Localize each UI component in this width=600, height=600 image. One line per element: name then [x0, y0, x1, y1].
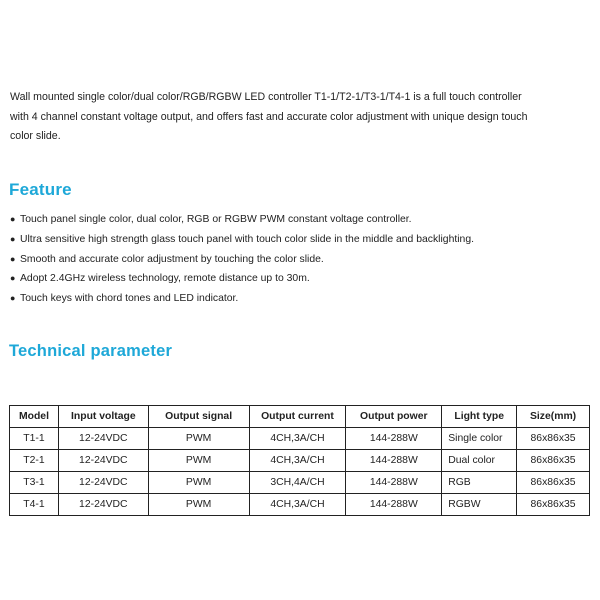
cell-output-signal: PWM [148, 494, 249, 516]
table-header-row [10, 406, 590, 428]
column-header-size: Size(mm) [517, 406, 590, 428]
cell-input-voltage: 12-24VDC [58, 494, 148, 516]
cell-size: 86x86x35 [517, 428, 590, 450]
column-header-output-signal: Output signal [148, 406, 249, 428]
cell-model: T3-1 [10, 472, 59, 494]
feature-item-text: Smooth and accurate color adjustment by touching the color slide. [20, 253, 324, 265]
table-row [10, 494, 590, 516]
column-header-input-voltage: Input voltage [58, 406, 148, 428]
cell-output-signal: PWM [148, 428, 249, 450]
bullet-icon: ● [10, 214, 16, 224]
column-header-output-current: Output current [249, 406, 346, 428]
cell-output-power: 144-288W [346, 472, 442, 494]
cell-light-type: Single color [442, 428, 517, 450]
cell-model: T1-1 [10, 428, 59, 450]
feature-item [10, 230, 474, 250]
cell-output-power: 144-288W [346, 428, 442, 450]
bullet-icon: ● [10, 233, 16, 244]
bullet-icon: ● [10, 293, 16, 304]
cell-input-voltage: 12-24VDC [58, 472, 148, 494]
technical-heading: Technical parameter [9, 342, 173, 360]
intro-paragraph [10, 88, 595, 147]
feature-item [10, 269, 474, 289]
table-row [10, 472, 590, 494]
cell-output-signal: PWM [148, 450, 249, 472]
feature-heading: Feature [9, 180, 72, 199]
intro-line: Wall mounted single color/dual color/RGB/RGBW LED controller T1-1/T2-1/T3-1/T4-1 is a full touch controller [10, 91, 522, 103]
feature-item [10, 289, 474, 309]
technical-parameter-table [9, 405, 590, 516]
table-row [10, 428, 590, 450]
column-header-model: Model [10, 406, 59, 428]
cell-light-type: RGBW [442, 494, 517, 516]
column-header-light-type: Light type [442, 406, 517, 428]
cell-size: 86x86x35 [517, 450, 590, 472]
cell-size: 86x86x35 [517, 494, 590, 516]
bullet-icon: ● [10, 253, 16, 264]
intro-line: color slide. [10, 130, 61, 142]
cell-output-signal: PWM [148, 472, 249, 494]
cell-output-current: 4CH,3A/CH [249, 494, 346, 516]
cell-model: T4-1 [10, 494, 59, 516]
feature-item [10, 250, 474, 270]
cell-output-current: 4CH,3A/CH [249, 428, 346, 450]
intro-line: with 4 channel constant voltage output, and offers fast and accurate color adjustment with unique design touch [10, 110, 528, 123]
feature-item-text: Touch panel single color, dual color, RGB or RGBW PWM constant voltage controller. [20, 214, 412, 225]
feature-list [10, 210, 474, 309]
cell-light-type: Dual color [442, 450, 517, 472]
column-header-output-power: Output power [346, 406, 442, 428]
cell-input-voltage: 12-24VDC [58, 450, 148, 472]
cell-input-voltage: 12-24VDC [58, 428, 148, 450]
feature-item-text: Adopt 2.4GHz wireless technology, remote distance up to 30m. [20, 273, 310, 285]
cell-output-power: 144-288W [346, 494, 442, 516]
cell-light-type: RGB [442, 472, 517, 494]
cell-size: 86x86x35 [517, 472, 590, 494]
cell-output-power: 144-288W [346, 450, 442, 472]
feature-item [10, 210, 474, 230]
cell-output-current: 3CH,4A/CH [249, 472, 346, 494]
table-row [10, 450, 590, 472]
feature-item-text: Touch keys with chord tones and LED indicator. [20, 293, 239, 305]
feature-item-text: Ultra sensitive high strength glass touch panel with touch color slide in the middle and backlighting. [20, 233, 474, 245]
cell-output-current: 4CH,3A/CH [249, 450, 346, 472]
bullet-icon: ● [10, 273, 16, 284]
cell-model: T2-1 [10, 450, 59, 472]
